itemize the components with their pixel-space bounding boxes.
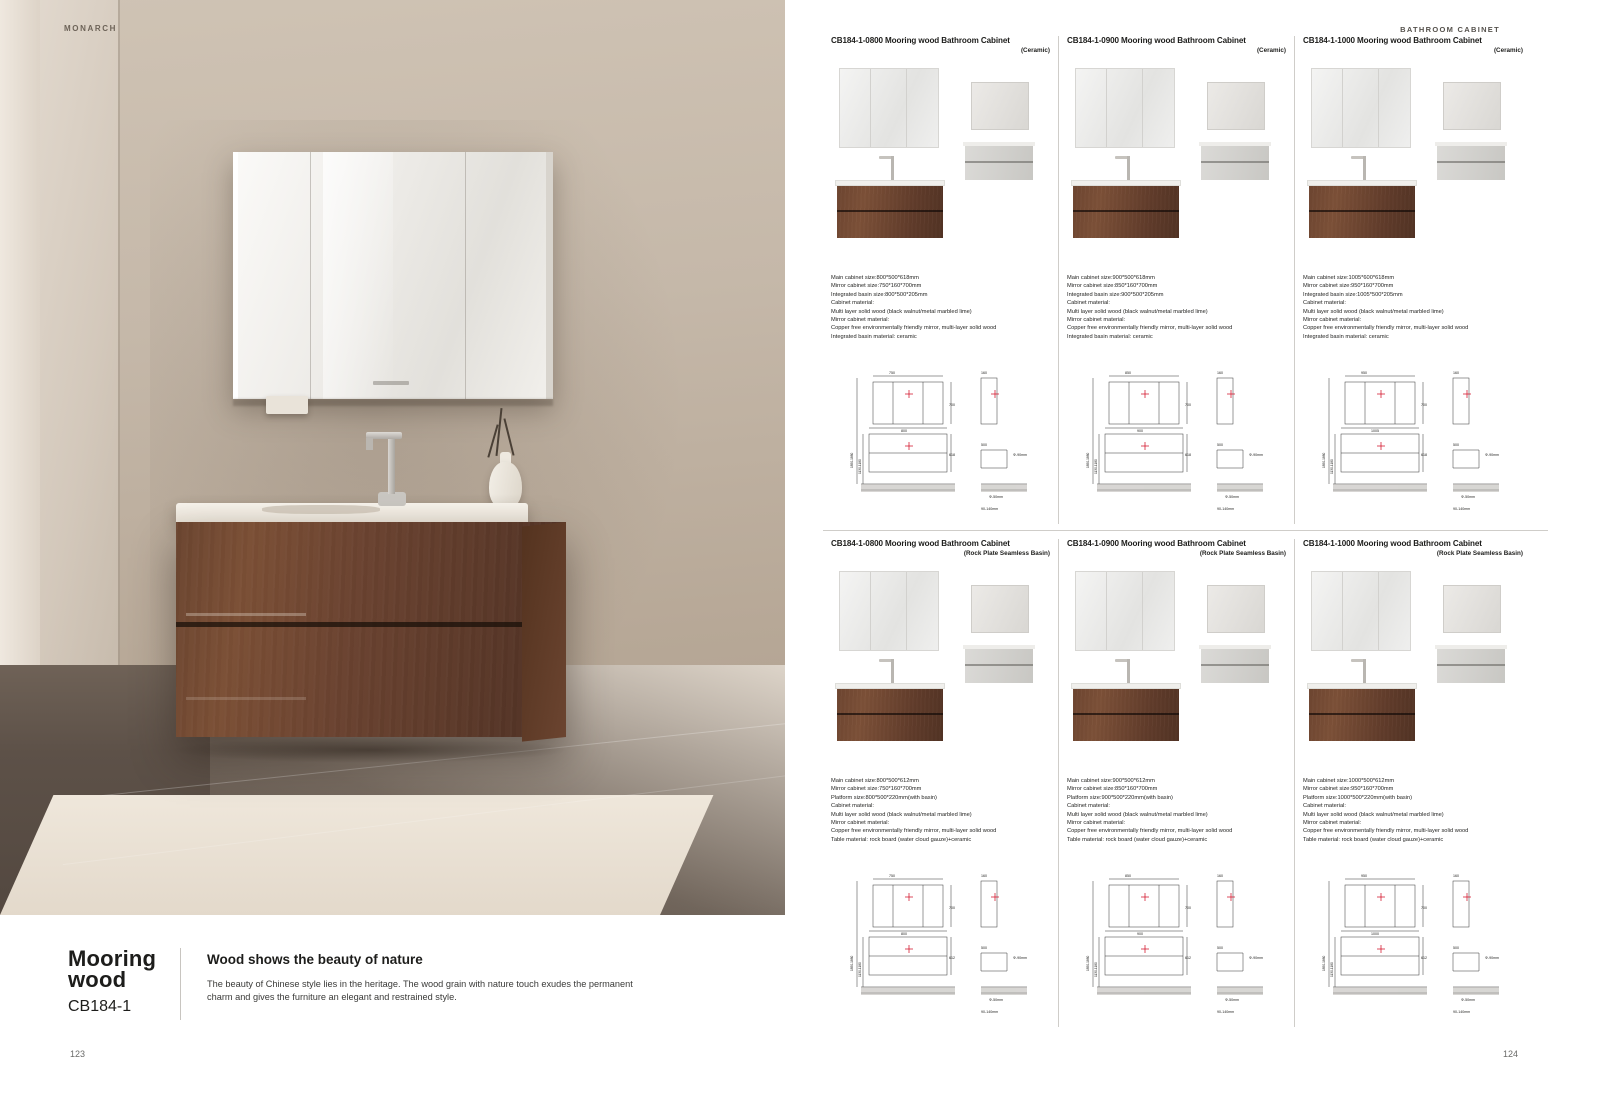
product-title: CB184-1-0900 Mooring wood Bathroom Cabinet — [1067, 36, 1246, 45]
product-specs — [1303, 274, 1523, 360]
dim-height-700: 700 — [1421, 906, 1427, 910]
grey-cabinet-render — [1201, 146, 1269, 180]
dim-pipe: Φ-90mm — [1013, 956, 1028, 960]
wood-cabinet-render — [1073, 689, 1179, 741]
wood-cabinet-render — [837, 186, 943, 238]
faucet-render — [1127, 659, 1130, 685]
spec-line: Multi layer solid wood (black walnut/metal marbled lime) — [831, 308, 972, 315]
product-cell-5 — [1295, 539, 1531, 1027]
mirror-render-grey — [1443, 585, 1501, 633]
grey-cabinet-render — [1437, 146, 1505, 180]
faucet-render — [891, 659, 894, 685]
section-header: BATHROOM CABINET — [1400, 25, 1500, 34]
mirror-cabinet-render — [1311, 68, 1411, 148]
dim-side-width: 160 — [1217, 371, 1223, 375]
dim-height-700: 700 — [1185, 403, 1191, 407]
hero-photo — [0, 0, 785, 915]
product-subtitle: (Ceramic) — [1020, 47, 1050, 54]
spec-line: Copper free environmentally friendly mirror, multi-layer solid wood — [1067, 828, 1233, 835]
product-title: CB184-1-0900 Mooring wood Bathroom Cabinet — [1067, 539, 1246, 548]
caption-body: The beauty of Chinese style lies in the heritage. The wood grain with nature touch exudes the permanent charm and gives the furniture an elegant and restrained style. — [207, 979, 633, 1002]
dim-top-width: 950 — [1361, 371, 1367, 375]
mirror-render-grey — [1207, 82, 1265, 130]
product-row-2 — [823, 539, 1548, 1027]
spec-line: Integrated basin size:1005*500*205mm — [1303, 291, 1403, 298]
dim-overall-height: 1850-1880 — [850, 955, 854, 971]
spec-line: Integrated basin size:900*500*205mm — [1067, 291, 1164, 298]
dim-floor: 90-140mm — [981, 1010, 999, 1014]
technical-drawing — [831, 364, 1050, 524]
dim-overall-height: 1850-1880 — [1086, 955, 1090, 971]
grey-cabinet-render — [965, 649, 1033, 683]
dim-side-width: 160 — [1453, 371, 1459, 375]
dim-depth: 500 — [1453, 443, 1459, 447]
dim-body-width: 1000 — [1371, 932, 1379, 936]
mirror-cabinet-render — [839, 571, 939, 651]
spec-line: Integrated basin material: ceramic — [1067, 333, 1153, 340]
faucet-render — [1363, 156, 1366, 182]
spec-line: Main cabinet size:1005*600*618mm — [1303, 275, 1395, 281]
product-render — [1303, 563, 1523, 773]
spec-line: Multi layer solid wood (black walnut/metal marbled lime) — [1303, 308, 1444, 315]
drawer-gap — [176, 622, 522, 627]
product-specs — [831, 777, 1050, 863]
dim-height-612: 612 — [1185, 956, 1191, 960]
spec-line: Table material: rock board (water cloud gauze)+ceramic — [831, 836, 972, 843]
wood-cabinet-render — [1309, 689, 1415, 741]
spec-line: Platform size:900*500*220mm(with basin) — [1067, 794, 1173, 801]
product-subtitle: (Rock Plate Seamless Basin) — [1436, 550, 1523, 557]
grey-cabinet-render — [1437, 649, 1505, 683]
dim-overall-height: 1850-1880 — [850, 452, 854, 468]
technical-drawing — [1303, 364, 1523, 524]
grey-cabinet-render — [1201, 649, 1269, 683]
dim-floor: 90-140mm — [1217, 1010, 1235, 1014]
spec-line: Mirror cabinet size:850*160*700mm — [1067, 283, 1158, 290]
dim-drain: Φ-50mm — [989, 495, 1004, 499]
dim-height-700: 700 — [949, 403, 955, 407]
dim-height-618: 618 — [1185, 453, 1191, 457]
dim-top-width: 850 — [1125, 371, 1131, 375]
product-render — [1067, 563, 1286, 773]
drawer-handle-top — [186, 613, 306, 616]
dim-floor: 90-140mm — [1453, 1010, 1471, 1014]
grey-cabinet-render — [965, 146, 1033, 180]
product-cell-4 — [1059, 539, 1295, 1027]
dim-height-618: 618 — [949, 453, 955, 457]
dim-height-700: 700 — [949, 906, 955, 910]
dim-mount-height: 1130-1180 — [1094, 459, 1098, 474]
product-specs — [1067, 777, 1286, 863]
mirror-edge-left — [233, 152, 238, 399]
product-cell-2 — [1295, 36, 1531, 524]
spec-line: Multi layer solid wood (black walnut/metal marbled lime) — [1067, 811, 1208, 818]
left-caption-block — [0, 930, 785, 1050]
dim-depth: 500 — [1217, 443, 1223, 447]
dim-drain: Φ-50mm — [989, 998, 1004, 1002]
page-number-right: 124 — [1502, 1049, 1518, 1059]
vanity-side-panel — [522, 522, 566, 742]
dim-mount-height: 1130-1180 — [1330, 459, 1334, 474]
spec-line: Table material: rock board (water cloud gauze)+ceramic — [1303, 836, 1444, 843]
dim-side-width: 160 — [981, 874, 987, 878]
mirror-cabinet-render — [839, 68, 939, 148]
dim-top-width: 850 — [1125, 874, 1131, 878]
mirror-logo — [373, 381, 409, 385]
brand-header: MONARCH — [64, 24, 117, 33]
faucet-spout — [366, 438, 373, 450]
dim-overall-height: 1850-1880 — [1086, 452, 1090, 468]
dim-floor: 90-140mm — [981, 507, 999, 511]
spec-line: Main cabinet size:800*500*612mm — [831, 778, 919, 784]
product-render — [831, 563, 1050, 773]
spec-line: Copper free environmentally friendly mirror, multi-layer solid wood — [1303, 828, 1469, 835]
product-cell-1 — [1059, 36, 1295, 524]
faucet-render — [1127, 156, 1130, 182]
dim-depth: 500 — [1217, 946, 1223, 950]
faucet-render — [1363, 659, 1366, 685]
dim-depth: 500 — [981, 946, 987, 950]
mirror-sheen — [323, 152, 393, 399]
mirror-door-seam-2 — [465, 152, 466, 399]
spec-line: Multi layer solid wood (black walnut/metal marbled lime) — [1303, 811, 1444, 818]
integrated-basin — [262, 505, 380, 514]
spec-line: Mirror cabinet material: — [1067, 820, 1126, 827]
spec-line: Mirror cabinet size:850*160*700mm — [1067, 786, 1158, 793]
wood-cabinet-render — [1309, 186, 1415, 238]
dim-drain: Φ-50mm — [1225, 998, 1240, 1002]
product-row-1 — [823, 36, 1548, 524]
mirror-render-grey — [1207, 585, 1265, 633]
spec-line: Mirror cabinet size:750*160*700mm — [831, 786, 922, 793]
vase — [489, 462, 522, 508]
spec-line: Platform size:1000*500*220mm(with basin) — [1303, 794, 1413, 801]
caption-divider — [180, 948, 181, 1020]
spec-line: Mirror cabinet size:950*160*700mm — [1303, 283, 1394, 290]
technical-drawing — [831, 867, 1050, 1027]
mirror-render-grey — [971, 82, 1029, 130]
product-cell-3 — [823, 539, 1059, 1027]
spec-line: Cabinet material: — [831, 300, 874, 307]
dim-body-width: 900 — [1137, 932, 1143, 936]
spec-line: Main cabinet size:800*500*618mm — [831, 275, 919, 281]
mirror-edge-right — [546, 152, 553, 399]
dim-floor: 90-140mm — [1217, 507, 1235, 511]
spec-line: Integrated basin material: ceramic — [1303, 333, 1389, 340]
dim-pipe: Φ-90mm — [1249, 956, 1264, 960]
series-line-2: wood — [68, 967, 127, 992]
mirror-render-grey — [971, 585, 1029, 633]
product-subtitle: (Rock Plate Seamless Basin) — [963, 550, 1050, 557]
page-number-left: 123 — [70, 1049, 86, 1059]
product-grid — [823, 36, 1548, 1027]
dim-body-width: 1005 — [1371, 429, 1379, 433]
product-series-code: CB184-1 — [68, 998, 132, 1015]
spec-line: Copper free environmentally friendly mirror, multi-layer solid wood — [831, 325, 997, 332]
spec-line: Main cabinet size:900*500*618mm — [1067, 275, 1155, 281]
mirror-cabinet-render — [1075, 68, 1175, 148]
dim-height-612: 612 — [949, 956, 955, 960]
product-specs — [1067, 274, 1286, 360]
spec-line: Mirror cabinet size:750*160*700mm — [831, 283, 922, 290]
faucet-stem — [388, 432, 395, 494]
dim-top-width: 750 — [889, 371, 895, 375]
mirror-render-grey — [1443, 82, 1501, 130]
caption-title: Wood shows the beauty of nature — [207, 952, 423, 967]
spec-line: Mirror cabinet material: — [831, 317, 890, 324]
dim-pipe: Φ-90mm — [1013, 453, 1028, 457]
technical-drawing — [1067, 867, 1286, 1027]
spec-line: Multi layer solid wood (black walnut/metal marbled lime) — [1067, 308, 1208, 315]
dim-floor: 90-140mm — [1453, 507, 1471, 511]
spec-line: Copper free environmentally friendly mirror, multi-layer solid wood — [831, 828, 997, 835]
dim-depth: 500 — [981, 443, 987, 447]
dim-side-width: 160 — [1453, 874, 1459, 878]
floor-mat — [0, 795, 713, 915]
dim-top-width: 750 — [889, 874, 895, 878]
spec-line: Integrated basin size:800*500*205mm — [831, 291, 928, 298]
spec-line: Cabinet material: — [1303, 300, 1346, 307]
dim-height-700: 700 — [1421, 403, 1427, 407]
dim-pipe: Φ-90mm — [1249, 453, 1264, 457]
faucet-render — [891, 156, 894, 182]
spec-line: Copper free environmentally friendly mirror, multi-layer solid wood — [1067, 325, 1233, 332]
spec-line: Cabinet material: — [1067, 803, 1110, 810]
mirror-cabinet-render — [1075, 571, 1175, 651]
series-line-1: Mooring — [68, 946, 157, 971]
product-render — [831, 60, 1050, 270]
dim-top-width: 950 — [1361, 874, 1367, 878]
dim-mount-height: 1130-1180 — [1094, 962, 1098, 977]
dim-body-width: 800 — [901, 429, 907, 433]
row-divider — [823, 530, 1548, 531]
product-render — [1067, 60, 1286, 270]
technical-drawing — [1303, 867, 1523, 1027]
vanity-cabinet — [176, 522, 566, 737]
spec-line: Integrated basin material: ceramic — [831, 333, 917, 340]
faucet-base — [378, 492, 406, 506]
dim-body-width: 800 — [901, 932, 907, 936]
product-title: CB184-1-0800 Mooring wood Bathroom Cabinet — [831, 539, 1010, 548]
product-subtitle: (Rock Plate Seamless Basin) — [1199, 550, 1286, 557]
spec-line: Mirror cabinet material: — [1067, 317, 1126, 324]
mirror-cabinet — [233, 152, 553, 399]
product-specs — [1303, 777, 1523, 863]
product-subtitle: (Ceramic) — [1256, 47, 1286, 54]
dim-side-width: 160 — [1217, 874, 1223, 878]
spec-line: Multi layer solid wood (black walnut/metal marbled lime) — [831, 811, 972, 818]
spec-line: Mirror cabinet material: — [831, 820, 890, 827]
wood-grain — [176, 522, 566, 737]
spec-line: Cabinet material: — [1303, 803, 1346, 810]
right-page — [805, 0, 1610, 1100]
mirror-cabinet-render — [1311, 571, 1411, 651]
product-series-name — [68, 948, 156, 990]
dim-drain: Φ-50mm — [1225, 495, 1240, 499]
dim-height-618: 618 — [1421, 453, 1427, 457]
spec-line: Cabinet material: — [831, 803, 874, 810]
spec-line: Main cabinet size:1000*500*612mm — [1303, 778, 1395, 784]
dim-drain: Φ-50mm — [1461, 998, 1476, 1002]
dim-pipe: Φ-90mm — [1485, 453, 1500, 457]
dim-overall-height: 1850-1880 — [1322, 452, 1326, 468]
dim-pipe: Φ-90mm — [1485, 956, 1500, 960]
dim-depth: 500 — [1453, 946, 1459, 950]
towel — [266, 396, 308, 414]
spec-line: Mirror cabinet material: — [1303, 820, 1362, 827]
mirror-door-seam-1 — [310, 152, 311, 399]
spec-line: Copper free environmentally friendly mirror, multi-layer solid wood — [1303, 325, 1469, 332]
dim-height-700: 700 — [1185, 906, 1191, 910]
vanity-shadow — [170, 737, 570, 763]
technical-drawing — [1067, 364, 1286, 524]
wood-cabinet-render — [1073, 186, 1179, 238]
spec-line: Mirror cabinet material: — [1303, 317, 1362, 324]
spec-line: Platform size:800*500*220mm(with basin) — [831, 794, 937, 801]
wood-cabinet-render — [837, 689, 943, 741]
product-specs — [831, 274, 1050, 360]
dim-drain: Φ-50mm — [1461, 495, 1476, 499]
spec-line: Cabinet material: — [1067, 300, 1110, 307]
product-subtitle: (Ceramic) — [1493, 47, 1523, 54]
spec-line: Main cabinet size:900*500*612mm — [1067, 778, 1155, 784]
spec-line: Mirror cabinet size:950*160*700mm — [1303, 786, 1394, 793]
product-title: CB184-1-0800 Mooring wood Bathroom Cabinet — [831, 36, 1010, 45]
dim-height-612: 612 — [1421, 956, 1427, 960]
product-title: CB184-1-1000 Mooring wood Bathroom Cabinet — [1303, 36, 1482, 45]
spec-line: Table material: rock board (water cloud gauze)+ceramic — [1067, 836, 1208, 843]
product-title: CB184-1-1000 Mooring wood Bathroom Cabinet — [1303, 539, 1482, 548]
product-cell-0 — [823, 36, 1059, 524]
dim-mount-height: 1130-1180 — [858, 962, 862, 977]
dim-overall-height: 1850-1880 — [1322, 955, 1326, 971]
product-render — [1303, 60, 1523, 270]
drawer-handle-bottom — [186, 697, 306, 700]
dim-mount-height: 1130-1180 — [1330, 962, 1334, 977]
dim-side-width: 160 — [981, 371, 987, 375]
dim-body-width: 900 — [1137, 429, 1143, 433]
dim-mount-height: 1130-1180 — [858, 459, 862, 474]
